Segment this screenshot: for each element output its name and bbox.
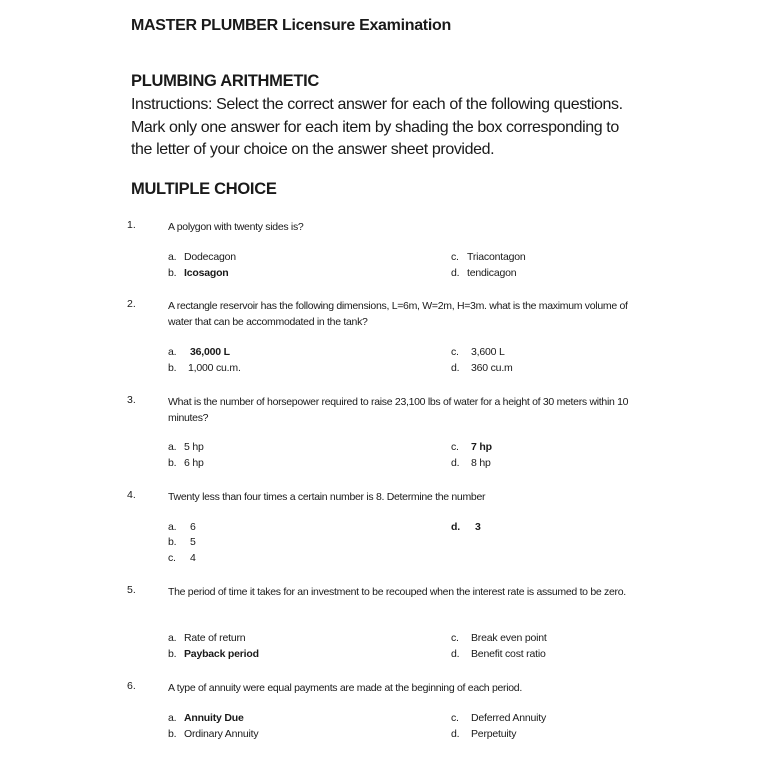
option-6d xyxy=(451,728,516,740)
option-value: 3,600 L xyxy=(471,346,505,358)
option-letter: c. xyxy=(451,712,459,724)
option-value: Benefit cost ratio xyxy=(471,648,546,660)
question-number: 5. xyxy=(127,584,136,596)
option-letter: d. xyxy=(451,362,460,374)
question-text: Twenty less than four times a certain number is 8. Determine the number xyxy=(168,491,486,503)
option-value: Payback period xyxy=(184,648,259,660)
option-value: 7 hp xyxy=(471,441,492,453)
question-number: 6. xyxy=(127,680,136,692)
option-value: Rate of return xyxy=(184,632,246,644)
option-1d xyxy=(451,267,516,279)
option-2b xyxy=(168,362,241,374)
option-value: Ordinary Annuity xyxy=(184,728,259,740)
option-letter: a. xyxy=(168,632,177,644)
instructions-text: Instructions: Select the correct answer for each of the following questions. Mark only one answer for each item by shading the box corresponding to the letter of your choice on the answer sheet provided. xyxy=(131,96,623,158)
question-text: The period of time it takes for an investment to be recouped when the interest rate is assumed to be zero. xyxy=(168,586,626,598)
option-letter: c. xyxy=(168,552,176,564)
multiple-choice-heading: MULTIPLE CHOICE xyxy=(131,180,277,198)
option-5a xyxy=(168,632,245,644)
option-value: 8 hp xyxy=(471,457,491,469)
option-value: 36,000 L xyxy=(190,346,230,358)
option-letter: b. xyxy=(168,457,177,469)
option-letter: a. xyxy=(168,251,177,263)
option-letter: b. xyxy=(168,267,177,279)
question-text: A type of annuity were equal payments are made at the beginning of each period. xyxy=(168,682,522,694)
option-5c xyxy=(451,632,547,644)
option-letter: c. xyxy=(451,632,459,644)
option-value: Dodecagon xyxy=(184,251,236,263)
option-2d xyxy=(451,362,513,374)
option-value: Triacontagon xyxy=(467,251,526,263)
option-letter: d. xyxy=(451,728,460,740)
option-letter: a. xyxy=(168,712,177,724)
option-letter: c. xyxy=(451,441,459,453)
option-value: Annuity Due xyxy=(184,712,244,724)
option-value: 360 cu.m xyxy=(471,362,513,374)
option-3d xyxy=(451,457,491,469)
question-number: 2. xyxy=(127,298,136,310)
option-4b xyxy=(168,536,196,548)
option-1b xyxy=(168,267,229,279)
option-value: 5 hp xyxy=(184,441,204,453)
option-4d xyxy=(451,521,481,533)
question-number: 1. xyxy=(127,219,136,231)
option-6c xyxy=(451,712,546,724)
option-value: 3 xyxy=(475,521,481,533)
option-6a xyxy=(168,712,244,724)
option-letter: d. xyxy=(451,457,460,469)
option-value: 4 xyxy=(190,552,196,564)
option-value: 6 hp xyxy=(184,457,204,469)
option-value: tendicagon xyxy=(467,267,517,279)
option-5d xyxy=(451,648,546,660)
question-number: 3. xyxy=(127,394,136,406)
option-6b xyxy=(168,728,258,740)
option-5b xyxy=(168,648,259,660)
question-text: A rectangle reservoir has the following dimensions, L=6m, W=2m, H=3m. what is the maximum volume of water that can be accommodated in the tank? xyxy=(168,300,628,328)
option-letter: b. xyxy=(168,536,177,548)
option-4a xyxy=(168,521,196,533)
option-value: 1,000 cu.m. xyxy=(188,362,241,374)
option-value: Deferred Annuity xyxy=(471,712,547,724)
option-letter: b. xyxy=(168,728,177,740)
question-number: 4. xyxy=(127,489,136,501)
option-3a xyxy=(168,441,204,453)
option-3b xyxy=(168,457,204,469)
option-letter: a. xyxy=(168,521,177,533)
option-3c xyxy=(451,441,492,453)
option-letter: c. xyxy=(451,251,459,263)
option-letter: b. xyxy=(168,362,177,374)
option-1c xyxy=(451,251,526,263)
option-letter: a. xyxy=(168,441,177,453)
question-text: A polygon with twenty sides is? xyxy=(168,221,304,233)
option-value: 6 xyxy=(190,521,196,533)
document-title: MASTER PLUMBER Licensure Examination xyxy=(131,17,451,34)
section-title: PLUMBING ARITHMETIC xyxy=(131,72,320,90)
option-letter: b. xyxy=(168,648,177,660)
option-2c xyxy=(451,346,505,358)
option-letter: d. xyxy=(451,648,460,660)
option-letter: c. xyxy=(451,346,459,358)
option-letter: d. xyxy=(451,267,460,279)
option-letter: a. xyxy=(168,346,177,358)
option-1a xyxy=(168,251,236,263)
option-value: Icosagon xyxy=(184,267,229,279)
option-letter: d. xyxy=(451,521,460,533)
option-4c xyxy=(168,552,196,564)
option-2a xyxy=(168,346,230,358)
question-text: What is the number of horsepower required to raise 23,100 lbs of water for a height of 30 meters within 10 minutes? xyxy=(168,396,629,424)
option-value: Break even point xyxy=(471,632,547,644)
option-value: Perpetuity xyxy=(471,728,517,740)
option-value: 5 xyxy=(190,536,196,548)
